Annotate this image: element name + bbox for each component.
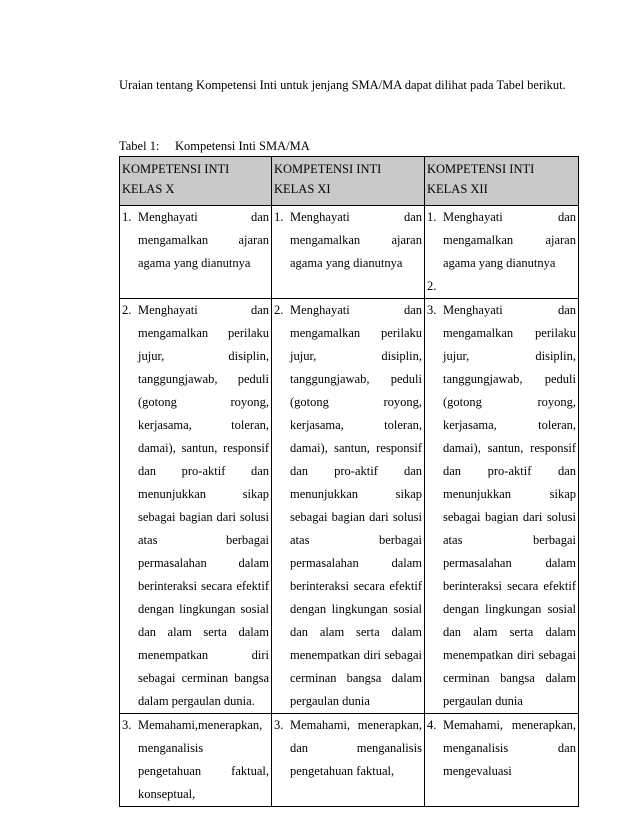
item-number: 4. (427, 718, 437, 732)
table-cell (120, 714, 272, 807)
item-text: Menghayati dan mengamalkan perilaku jujur, disiplin, tanggungjawab, peduli (gotong royong, kerjasama, toleran, damai), santun, responsif dan pro-aktif dan menunjukkan sikap sebagai bagian dari solusi atas berbagai permasalahan dalam berinteraksi secara efektif dengan lingkungan sosial dan alam serta dalam menempatkan diri sebagai cerminan bangsa dalam pergaulan dunia (443, 303, 576, 708)
item-number: 1. (427, 210, 437, 224)
table-cell (272, 714, 425, 807)
item-text: Memahami,menerapkan, menganalisis pengetahuan faktual, konseptual, (138, 718, 269, 801)
table-caption (119, 138, 310, 154)
intro-paragraph (119, 72, 579, 98)
item-text: Memahami, menerapkan, menganalisis dan mengevaluasi (443, 718, 576, 778)
table-header-row (120, 157, 579, 206)
item-text: Menghayati dan mengamalkan ajaran agama yang dianutnya (290, 210, 422, 270)
item-number: 2. (122, 303, 132, 317)
kompetensi-table (119, 156, 579, 807)
stray-number: 2. (427, 279, 437, 293)
item-text: Menghayati dan mengamalkan ajaran agama yang dianutnya (138, 210, 269, 270)
item-number: 1. (274, 210, 284, 224)
item-number: 3. (274, 718, 284, 732)
header-kelas-xi: KOMPETENSI INTI KELAS XI (272, 157, 425, 206)
table-cell (425, 714, 579, 807)
table-cell (272, 299, 425, 714)
table-cell (120, 299, 272, 714)
item-text: Menghayati dan mengamalkan perilaku jujur, disiplin, tanggungjawab, peduli (gotong royong, kerjasama, toleran, damai), santun, responsif dan pro-aktif dan menunjukkan sikap sebagai bagian dari solusi atas berbagai permasalahan dalam berinteraksi secara efektif dengan lingkungan sosial dan alam serta dalam menempatkan diri sebagai cerminan bangsa dalam pergaulan dunia (290, 303, 422, 708)
table-cell (272, 206, 425, 299)
header-kelas-x: KOMPETENSI INTI KELAS X (120, 157, 272, 206)
intro-text: Uraian tentang Kompetensi Inti untuk jenjang SMA/MA dapat dilihat pada Tabel berikut. (119, 78, 566, 92)
item-number: 2. (274, 303, 284, 317)
table-row (120, 206, 579, 299)
item-text: Menghayati dan mengamalkan perilaku jujur, disiplin, tanggungjawab, peduli (gotong royong, kerjasama, toleran, damai), santun, responsif dan pro-aktif dan menunjukkan sikap sebagai bagian dari solusi atas berbagai permasalahan dalam berinteraksi secara efektif dengan lingkungan sosial dan alam serta dalam menempatkan diri sebagai cerminan bangsa dalam pergaulan dunia. (138, 303, 269, 708)
caption-title: Kompetensi Inti SMA/MA (175, 139, 310, 153)
table-row (120, 299, 579, 714)
caption-label: Tabel 1: (119, 139, 160, 153)
table-cell (425, 206, 579, 299)
item-text: Menghayati dan mengamalkan ajaran agama yang dianutnya (443, 210, 576, 270)
item-number: 1. (122, 210, 132, 224)
table-row (120, 714, 579, 807)
table-cell (120, 206, 272, 299)
table-cell (425, 299, 579, 714)
header-kelas-xii: KOMPETENSI INTI KELAS XII (425, 157, 579, 206)
item-number: 3. (427, 303, 437, 317)
item-text: Memahami, menerapkan, dan menganalisis pengetahuan faktual, (290, 718, 422, 778)
item-number: 3. (122, 718, 132, 732)
